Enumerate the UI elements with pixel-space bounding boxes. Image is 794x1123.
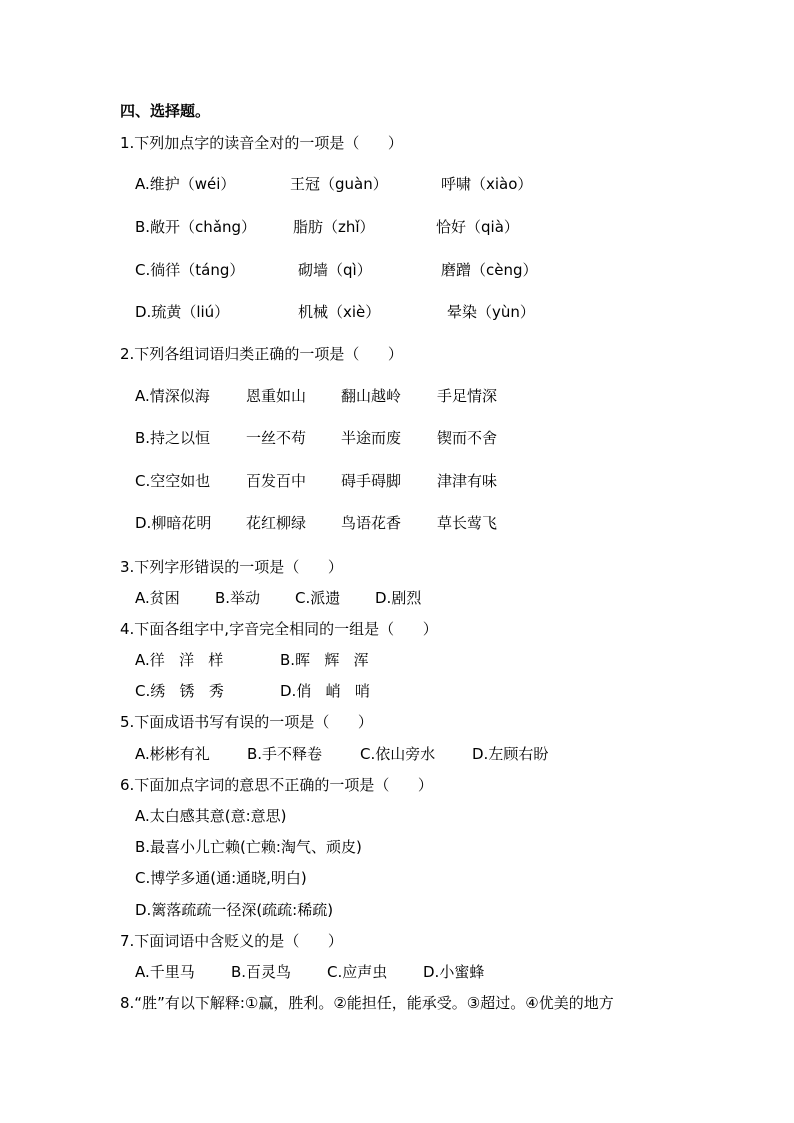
question-3-stem: 3.下列字形错误的一项是（ ） — [120, 558, 343, 576]
q5-option-c: C.依山旁水 — [360, 745, 436, 763]
q2-option-d-word2: 花红柳绿 — [246, 514, 307, 532]
q1-option-b: B.敞开（chǎng） — [135, 218, 257, 236]
q2-option-b-word3: 半途而废 — [341, 429, 402, 447]
q2-option-d-word4: 草长莺飞 — [437, 514, 498, 532]
q1-option-b-word2: 脂肪（zhǐ） — [293, 218, 375, 236]
q2-option-c: C.空空如也 — [135, 472, 211, 490]
q1-option-c: C.徜徉（táng） — [135, 261, 245, 279]
q7-option-b: B.百灵鸟 — [231, 963, 292, 981]
q2-option-a-word3: 翻山越岭 — [341, 387, 402, 405]
question-5-stem: 5.下面成语书写有误的一项是（ ） — [120, 713, 373, 731]
question-1-stem: 1.下列加点字的读音全对的一项是（ ） — [120, 134, 403, 152]
question-6-stem: 6.下面加点字词的意思不正确的一项是（ ） — [120, 776, 433, 794]
q5-option-b: B.手不释卷 — [247, 745, 323, 763]
question-8-stem: 8.“胜”有以下解释:①赢，胜利。②能担任，能承受。③超过。④优美的地方 — [120, 994, 614, 1012]
q1-option-b-word3: 恰好（qià） — [436, 218, 519, 236]
q2-option-c-word3: 碍手碍脚 — [341, 472, 402, 490]
q5-option-d: D.左顾右盼 — [472, 745, 549, 763]
q2-option-b-word4: 锲而不舍 — [437, 429, 498, 447]
q1-option-c-word3: 磨蹭（cèng） — [441, 261, 538, 279]
q2-option-c-word2: 百发百中 — [246, 472, 307, 490]
question-7-stem: 7.下面词语中含贬义的是（ ） — [120, 932, 343, 950]
q1-option-a: A.维护（wéi） — [135, 175, 236, 193]
q2-option-a-word2: 恩重如山 — [246, 387, 307, 405]
q6-option-a: A.太白感其意(意:意思) — [135, 807, 287, 825]
question-4-stem: 4.下面各组字中,字音完全相同的一组是（ ） — [120, 620, 438, 638]
q5-option-a: A.彬彬有礼 — [135, 745, 210, 763]
q4-option-d: D.俏 峭 哨 — [280, 682, 370, 700]
q4-option-b: B.晖 辉 浑 — [280, 651, 369, 669]
question-2-stem: 2.下列各组词语归类正确的一项是（ ） — [120, 345, 403, 363]
q1-option-a-word2: 王冠（guàn） — [290, 175, 388, 193]
q2-option-c-word4: 津津有味 — [437, 472, 498, 490]
q2-option-d: D.柳暗花明 — [135, 514, 212, 532]
q3-option-b: B.举动 — [215, 589, 261, 607]
q1-option-d: D.琉黄（liú） — [135, 303, 230, 321]
q2-option-a-word4: 手足情深 — [437, 387, 498, 405]
q3-option-a: A.贫困 — [135, 589, 180, 607]
q6-option-c: C.博学多通(通:通晓,明白) — [135, 869, 307, 887]
q2-option-b-word2: 一丝不苟 — [246, 429, 307, 447]
q7-option-a: A.千里马 — [135, 963, 195, 981]
q2-option-d-word3: 鸟语花香 — [341, 514, 402, 532]
q6-option-b: B.最喜小儿亡赖(亡赖:淘气、顽皮) — [135, 838, 362, 856]
q1-option-c-word2: 砌墙（qì） — [298, 261, 372, 279]
q4-option-a: A.徉 洋 样 — [135, 651, 224, 669]
q3-option-d: D.剧烈 — [375, 589, 422, 607]
q7-option-c: C.应声虫 — [327, 963, 388, 981]
q1-option-d-word3: 晕染（yùn） — [447, 303, 535, 321]
q4-option-c: C.绣 锈 秀 — [135, 682, 224, 700]
q7-option-d: D.小蜜蜂 — [423, 963, 485, 981]
q1-option-d-word2: 机械（xiè） — [298, 303, 381, 321]
q1-option-a-word3: 呼啸（xiào） — [441, 175, 533, 193]
q3-option-c: C.派遗 — [295, 589, 341, 607]
section-title: 四、选择题。 — [120, 102, 211, 120]
q2-option-a: A.情深似海 — [135, 387, 210, 405]
q6-option-d: D.篱落疏疏一径深(疏疏:稀疏) — [135, 901, 334, 919]
q2-option-b: B.持之以恒 — [135, 429, 211, 447]
